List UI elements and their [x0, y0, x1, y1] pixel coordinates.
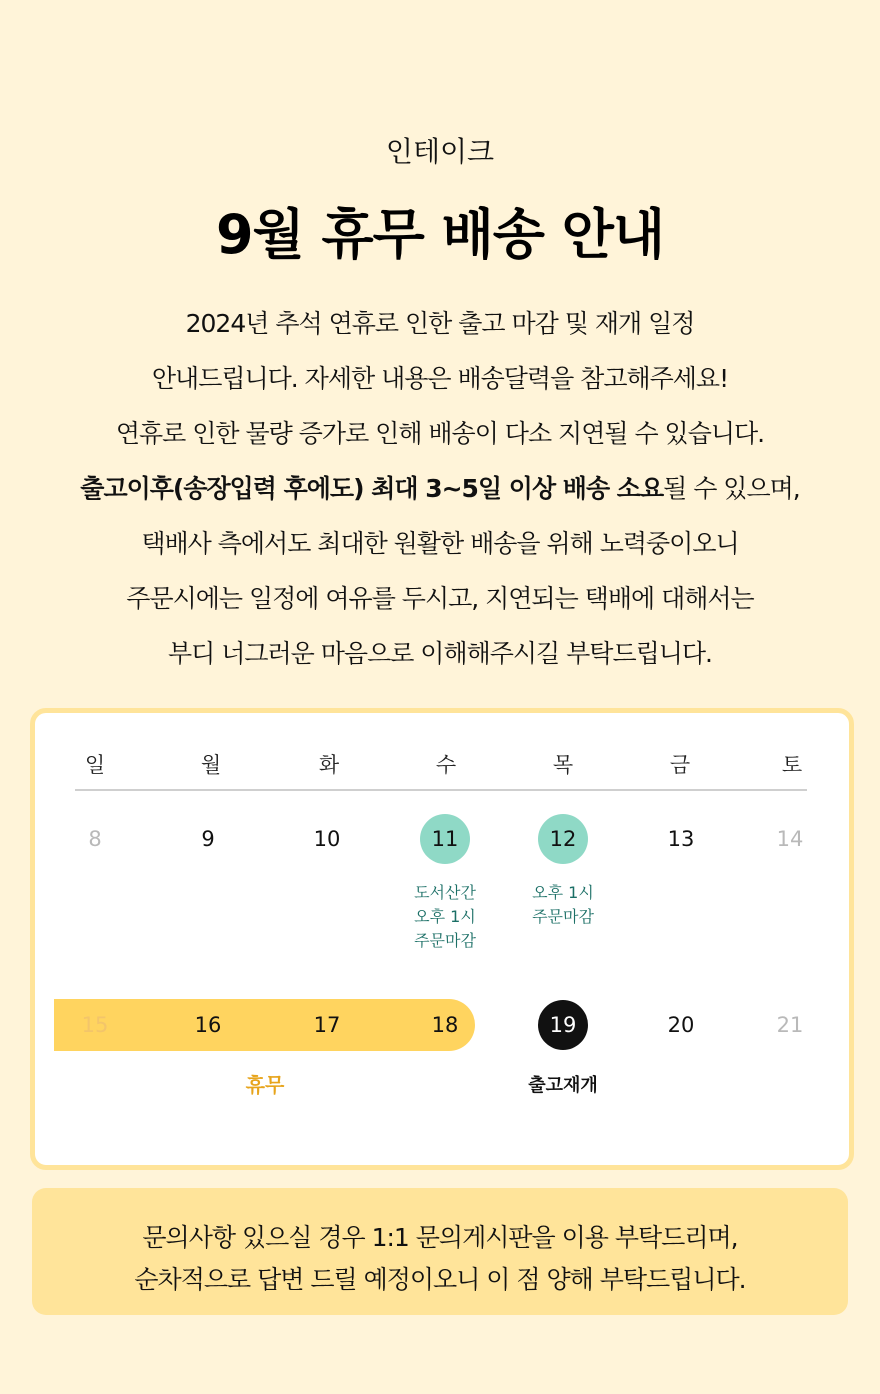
note-line: 오후 1시	[414, 907, 476, 926]
notice-line: 택배사 측에서도 최대한 원활한 배송을 위해 노력중이오니	[141, 529, 739, 558]
cutoff-note-thu	[503, 881, 623, 929]
notice-line: 2024년 추석 연휴로 인한 출고 마감 및 재개 일정	[185, 309, 695, 338]
note-line: 오후 1시	[532, 883, 594, 902]
day-14: 14	[776, 827, 804, 851]
day-8: 8	[88, 827, 102, 851]
holiday-label: 휴무	[245, 1073, 285, 1097]
notice-emphasis: 출고이후(송장입력 후에도) 최대 3~5일 이상 배송 소요	[80, 474, 664, 503]
notice-line: 주문시에는 일정에 여유를 두시고, 지연되는 택배에 대해서는	[126, 584, 754, 613]
note-line: 주문마감	[414, 931, 476, 950]
day-10: 10	[313, 827, 341, 851]
resume-label: 출고재개	[528, 1075, 598, 1096]
day-12-cutoff: 12	[538, 814, 588, 864]
day-18: 18	[431, 1013, 459, 1037]
notice-line: 부디 너그러운 마음으로 이해해주시길 부탁드립니다.	[167, 639, 713, 668]
weekday-wed: 수	[435, 753, 457, 777]
day-17: 17	[313, 1013, 341, 1037]
notice-line	[0, 465, 880, 520]
notice-line: 안내드립니다. 자세한 내용은 배송달력을 참고해주세요!	[151, 364, 729, 393]
weekday-sat: 토	[781, 753, 803, 777]
delivery-calendar	[30, 708, 854, 1170]
day-20: 20	[667, 1013, 695, 1037]
day-9: 9	[201, 827, 215, 851]
notice-text	[0, 300, 880, 685]
inquiry-line: 순차적으로 답변 드릴 예정이오니 이 점 양해 부탁드립니다.	[134, 1265, 746, 1294]
brand-name: 인테이크	[385, 135, 495, 168]
page-title: 9월 휴무 배송 안내	[215, 203, 665, 266]
day-19-resume: 19	[538, 1000, 588, 1050]
note-line: 도서산간	[414, 883, 476, 902]
weekday-thu: 목	[552, 753, 574, 777]
calendar-divider	[75, 789, 807, 791]
inquiry-line: 문의사항 있으실 경우 1:1 문의게시판을 이용 부탁드리며,	[142, 1223, 738, 1252]
weekday-mon: 월	[200, 753, 222, 777]
day-13: 13	[667, 827, 695, 851]
cutoff-note-wed	[385, 881, 505, 953]
day-21: 21	[776, 1013, 804, 1037]
day-11-cutoff: 11	[420, 814, 470, 864]
notice-line-rest: 될 수 있으며,	[663, 474, 800, 503]
notice-line: 연휴로 인한 물량 증가로 인해 배송이 다소 지연될 수 있습니다.	[115, 419, 765, 448]
weekday-sun: 일	[84, 753, 106, 777]
inquiry-notice	[32, 1188, 848, 1315]
weekday-fri: 금	[669, 753, 691, 777]
weekday-tue: 화	[318, 753, 340, 777]
day-16: 16	[194, 1013, 222, 1037]
note-line: 주문마감	[532, 907, 594, 926]
day-15: 15	[81, 1013, 109, 1037]
